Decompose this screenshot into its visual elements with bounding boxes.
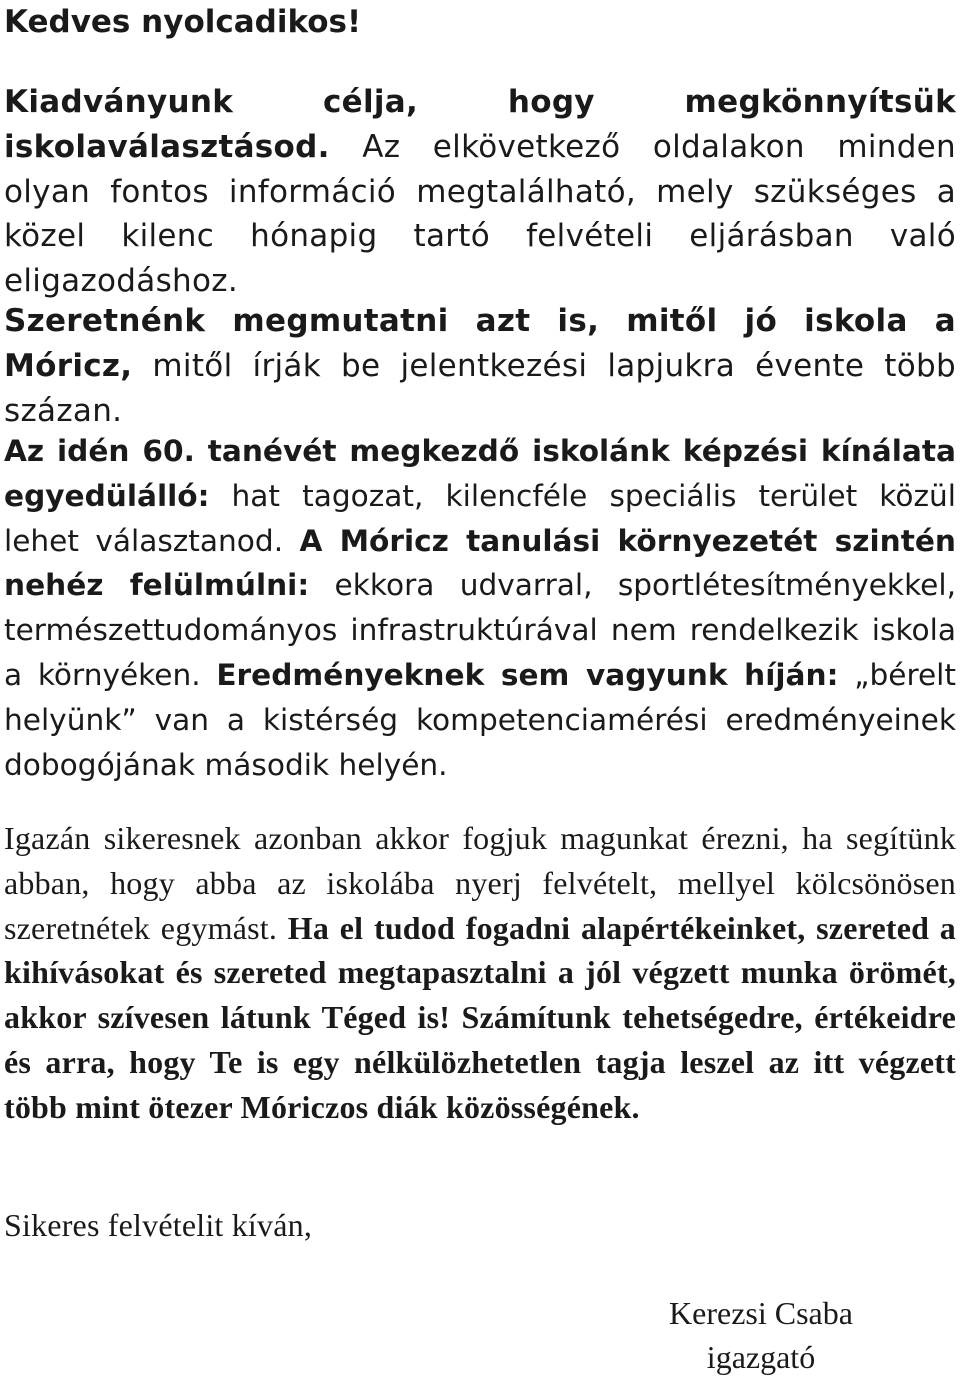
motivation-bold-text: Szeretnénk megmutatni azt is, mitől jó iskola a Móricz, (4, 303, 956, 384)
intro-text: Az elkövetkező oldalakon minden olyan fontos információ megtalálható, mely szükséges a közel kilenc hónapig tartó felvételi eljárásban való eligazodáshoz. (4, 128, 956, 300)
greeting-heading: Kedves nyolcadikos! (4, 4, 362, 40)
closing-text: Igazán sikeresnek azonban akkor fogjuk magunkat érezni, ha segítünk abban, hogy abba az iskolába nyerj felvételt, mellyel kölcsönösen szeretnétek egymást. (4, 820, 956, 946)
intro-bold-text: Kiadványunk célja, hogy megkönnyítsük iskolaválasztásod. (4, 84, 956, 165)
signature-block (651, 1291, 871, 1379)
offer-text-3: „bérelt helyünk” van a kistérség kompetenciamérési eredményeinek dobogójának második helyén. (4, 657, 956, 782)
offer-text-2: ekkora udvarral, sportlétesítményekkel, természettudományos infrastruktúrával nem rendelkezik iskola a környéken. (4, 568, 956, 692)
offer-text-1: hat tagozat, kilencféle speciális terület közül lehet választanod. (4, 478, 956, 558)
intro-paragraph (4, 80, 956, 304)
offer-paragraph (4, 429, 956, 787)
signature-title: igazgató (706, 1339, 816, 1375)
closing-paragraph (4, 816, 956, 1130)
offer-bold-text-1: Az idén 60. tanévét megkezdő iskolánk képzési kínálata egyedülálló: (4, 434, 956, 513)
motivation-text: mitől írják be jelentkezési lapjukra évente több százan. (4, 347, 956, 429)
wish-line: Sikeres felvételit kíván, (4, 1207, 313, 1243)
offer-bold-text-3: Eredményeknek sem vagyunk híján: (216, 657, 839, 692)
signature-name: Kerezsi Csaba (669, 1295, 853, 1331)
offer-bold-text-2: A Móricz tanulási környezetét szintén nehéz felülmúlni: (4, 523, 956, 603)
closing-bold-text-1: Ha el tudod fogadni alapértékeinket, szereted a kihívásokat és szereted megtapasztalni a jól végzett munka örömét, akkor szívesen látunk Téged is! (4, 909, 957, 1036)
motivation-paragraph (4, 299, 956, 433)
closing-bold-text-2: Számítunk tehetségedre, értékeidre és arra, hogy Te is egy nélkülözhetetlen tagja leszel az itt végzett több mint ötezer Móriczos diák közösségének. (4, 999, 956, 1125)
